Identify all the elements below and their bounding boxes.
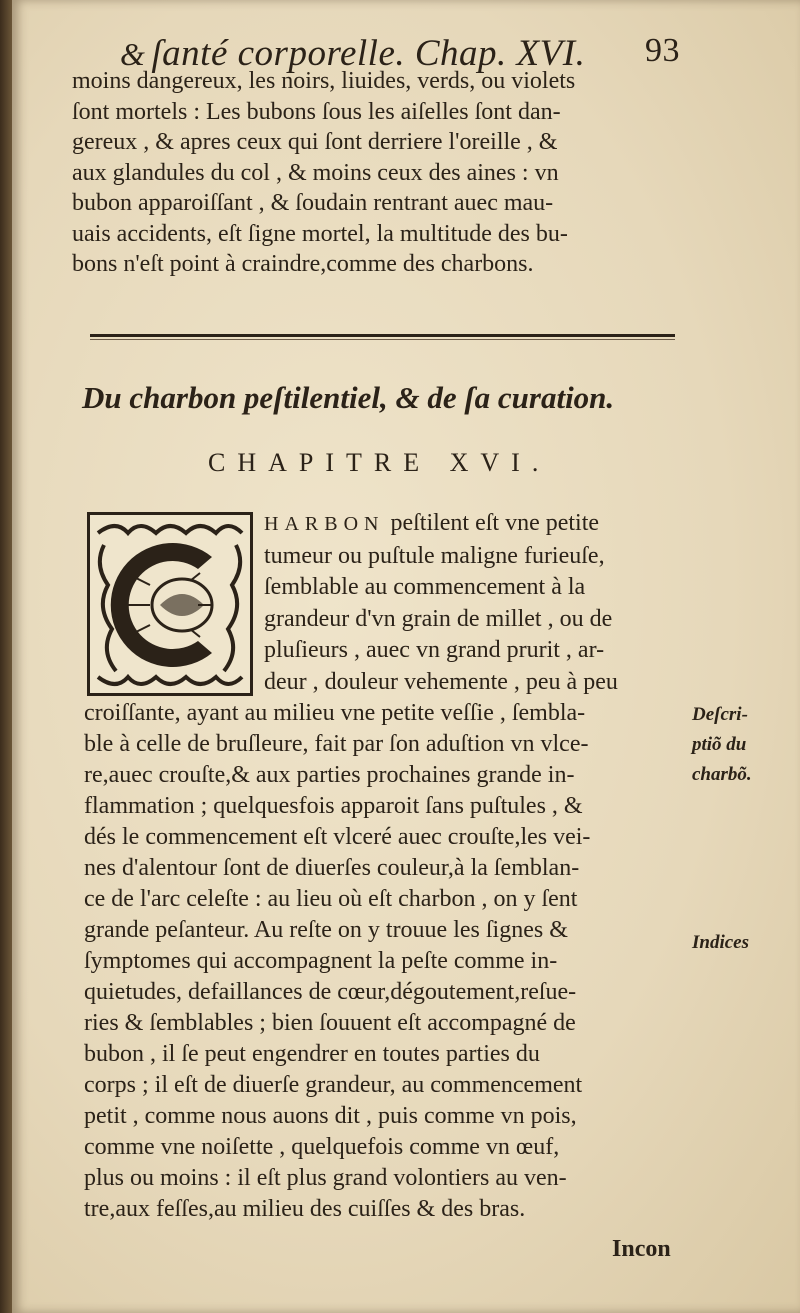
text-line: pluſieurs , auec vn grand prurit , ar-	[264, 637, 605, 664]
section-divider-thin	[90, 339, 675, 340]
text-line: croiſſante, ayant au milieu vne petite veſſie , ſembla-	[84, 700, 586, 726]
initial-small-caps: HARBON	[264, 513, 385, 535]
text-line: comme vne noiſette , quelquefois comme vn œuf,	[84, 1134, 560, 1160]
book-gutter	[0, 0, 12, 1313]
margin-note-description	[692, 700, 800, 790]
text-line: ries & ſemblables ; bien ſouuent eſt accompagné de	[84, 1010, 576, 1036]
text-line: ſymptomes qui accompagnent la peſte comme in-	[84, 948, 558, 974]
text-line: tumeur ou puſtule maligne furieuſe,	[264, 542, 605, 569]
margin-line: charbõ.	[692, 764, 752, 785]
header-title: ſanté corporelle. Chap. XVI.	[151, 33, 586, 74]
book-page	[12, 0, 800, 1313]
text-line: quietudes, defaillances de cœur,dégoutement,reſue-	[84, 979, 577, 1005]
chapter-heading: CHAPITRE XVI.	[208, 448, 551, 477]
margin-line: ptiõ du	[692, 734, 747, 755]
text-line: nes d'alentour ſont de diuerſes couleur,à la ſemblan-	[84, 855, 580, 881]
text-line: ſemblable au commencement à la	[264, 574, 586, 601]
text-line: aux glandules du col , & moins ceux des aines : vn	[72, 159, 559, 186]
text-line: bubon , il ſe peut engendrer en toutes parties du	[84, 1041, 540, 1067]
margin-note-indices: Indices	[692, 932, 749, 953]
text-line: uais accidents, eſt ſigne mortel, la multitude des bu-	[72, 220, 568, 247]
intro-first-rest: peſtilent eſt vne petite	[384, 510, 600, 536]
header-ampersand: &	[120, 36, 146, 72]
text-line: bubon apparoiſſant , & ſoudain rentrant auec mau-	[72, 190, 554, 216]
chapter-intro	[264, 508, 684, 699]
intro-first-line	[264, 508, 684, 541]
chapter-body	[84, 698, 689, 1225]
margin-line: Deſcri-	[692, 704, 748, 725]
catchword: Incon	[612, 1236, 671, 1262]
ornament-icon	[90, 515, 250, 693]
top-paragraph	[72, 66, 682, 280]
text-line: deur , douleur vehemente , peu à peu	[264, 668, 618, 695]
text-line: re,auec crouſte,& aux parties prochaines grande in-	[84, 762, 575, 788]
section-title: Du charbon peſtilentiel, & de ſa curation.	[82, 380, 615, 415]
text-line: corps ; il eſt de diuerſe grandeur, au commencement	[84, 1072, 583, 1098]
text-line: dés le commencement eſt vlceré auec crouſte,les vei-	[84, 824, 591, 850]
decorated-initial-c	[87, 512, 253, 696]
text-line: flammation ; quelquesfois apparoit ſans puſtules , &	[84, 793, 583, 819]
text-line: tre,aux feſſes,au milieu des cuiſſes & des bras.	[84, 1196, 526, 1222]
text-line: ſont mortels : Les bubons ſous les aiſelles ſont dan-	[72, 98, 561, 125]
section-divider	[90, 334, 675, 337]
text-line: plus ou moins : il eſt plus grand volontiers au ven-	[84, 1165, 567, 1191]
page-number: 93	[645, 32, 680, 69]
text-line: gereux , & apres ceux qui ſont derriere l'oreille , &	[72, 129, 558, 155]
text-line: moins dangereux, les noirs, liuides, verds, ou violets	[72, 68, 576, 94]
text-line: ce de l'arc celeſte : au lieu où eſt charbon , on y ſent	[84, 886, 578, 912]
text-line: grandeur d'vn grain de millet , ou de	[264, 605, 613, 632]
text-line: grande peſanteur. Au reſte on y trouue les ſignes &	[84, 917, 568, 943]
text-line: petit , comme nous auons dit , puis comme vn pois,	[84, 1103, 577, 1129]
text-line: bons n'eſt point à craindre,comme des charbons.	[72, 251, 534, 277]
text-line: ble à celle de bruſleure, fait par ſon aduſtion vn vlce-	[84, 731, 589, 757]
